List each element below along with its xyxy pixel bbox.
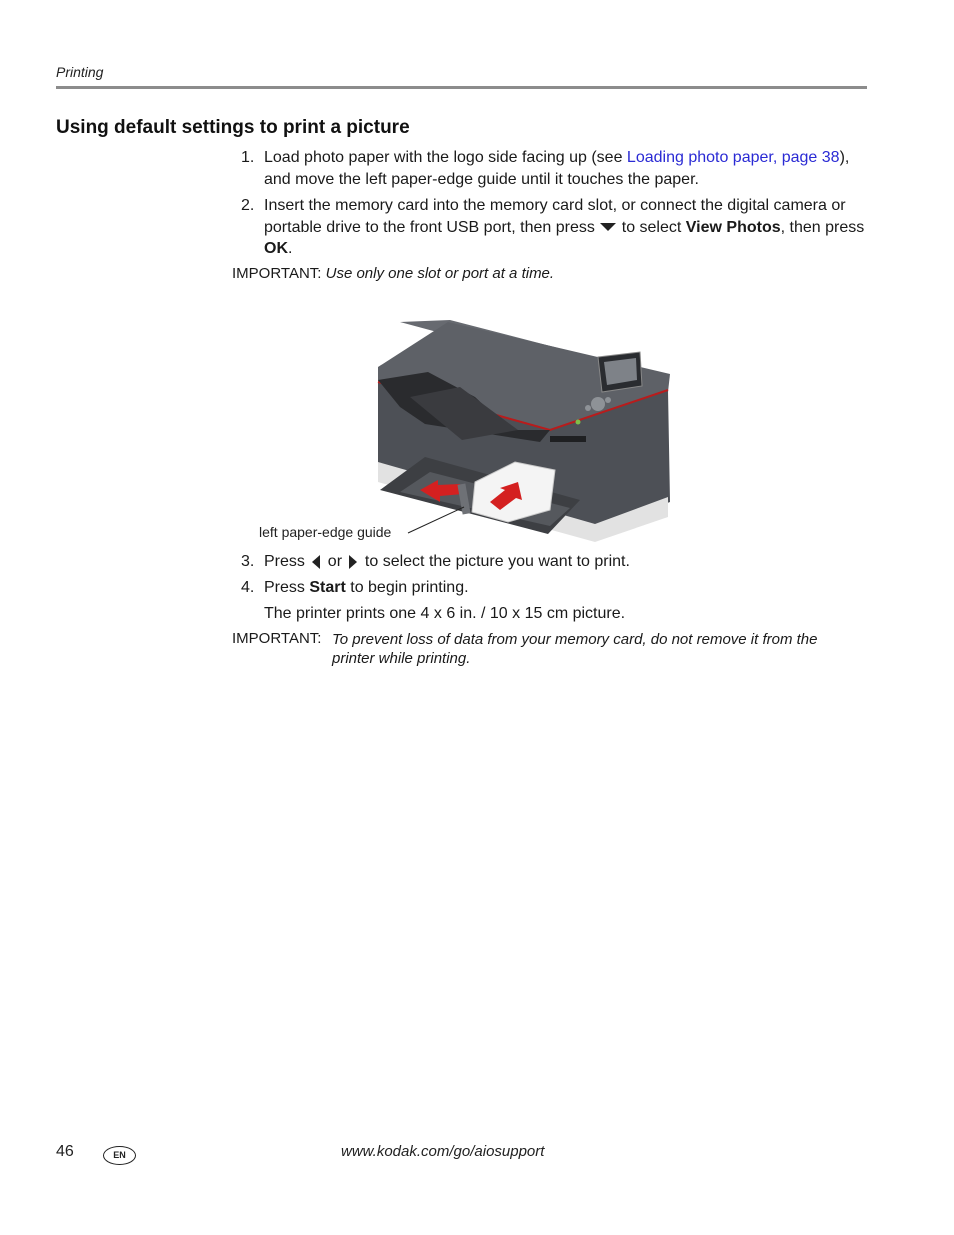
step-text-part: Insert the memory card into the memory card slot, or connect the digital camera or portable drive to the front USB port, then press — [264, 197, 846, 236]
step-text-part: to select — [617, 218, 686, 236]
step-text-part: Load photo paper with the logo side facing up (see — [264, 149, 627, 166]
step-text — [264, 195, 874, 260]
step-text — [264, 577, 874, 599]
right-triangle-icon — [346, 554, 360, 570]
language-badge: EN — [103, 1146, 136, 1165]
step-number: 2. — [241, 197, 255, 214]
step-4 — [241, 577, 881, 599]
step-text-part: ), and move the left paper-edge guide until it touches the paper. — [264, 149, 850, 188]
important-label: IMPORTANT: — [232, 265, 326, 282]
important-text: Use only one slot or port at a time. — [325, 265, 555, 282]
important-text-2 — [332, 630, 862, 668]
important-note-1 — [232, 265, 554, 282]
step-text-part: to select the picture you want to print. — [360, 553, 630, 570]
important-text: To prevent loss of data from your memory card, do not remove it from the printer while printing. — [332, 631, 818, 667]
start-label: Start — [309, 579, 346, 596]
step-text — [264, 147, 874, 190]
step-text — [264, 551, 874, 573]
important-label-2: IMPORTANT: — [232, 630, 322, 647]
step-text-part: . — [288, 240, 293, 257]
step-1 — [241, 147, 881, 191]
step-number: 1. — [241, 149, 255, 166]
step-number: 3. — [241, 553, 255, 570]
ok-label: OK — [264, 240, 288, 257]
step-text-part: Press — [264, 553, 310, 570]
view-photos-label: View Photos — [685, 218, 781, 236]
page-title: Using default settings to print a picture — [56, 117, 410, 138]
step-text-part: , then press — [780, 218, 865, 236]
loading-photo-paper-link[interactable]: Loading photo paper, page 38 — [626, 149, 840, 166]
left-triangle-icon — [309, 554, 323, 570]
step-number: 4. — [241, 579, 255, 596]
step-2 — [241, 195, 881, 261]
support-url: www.kodak.com/go/aiosupport — [341, 1143, 545, 1160]
step-3 — [241, 551, 881, 573]
printer-illustration — [250, 312, 690, 544]
step-4-result: The printer prints one 4 x 6 in. / 10 x 15 cm picture. — [264, 605, 626, 622]
step-text-part: Press — [264, 579, 310, 596]
step-text-part: to begin printing. — [345, 579, 469, 596]
step-text-part: or — [323, 553, 347, 570]
header-rule — [56, 86, 867, 89]
page-number: 46 — [56, 1143, 74, 1160]
down-triangle-icon — [599, 222, 617, 232]
figure-callout: left paper-edge guide — [259, 524, 392, 540]
section-label: Printing — [56, 64, 104, 80]
